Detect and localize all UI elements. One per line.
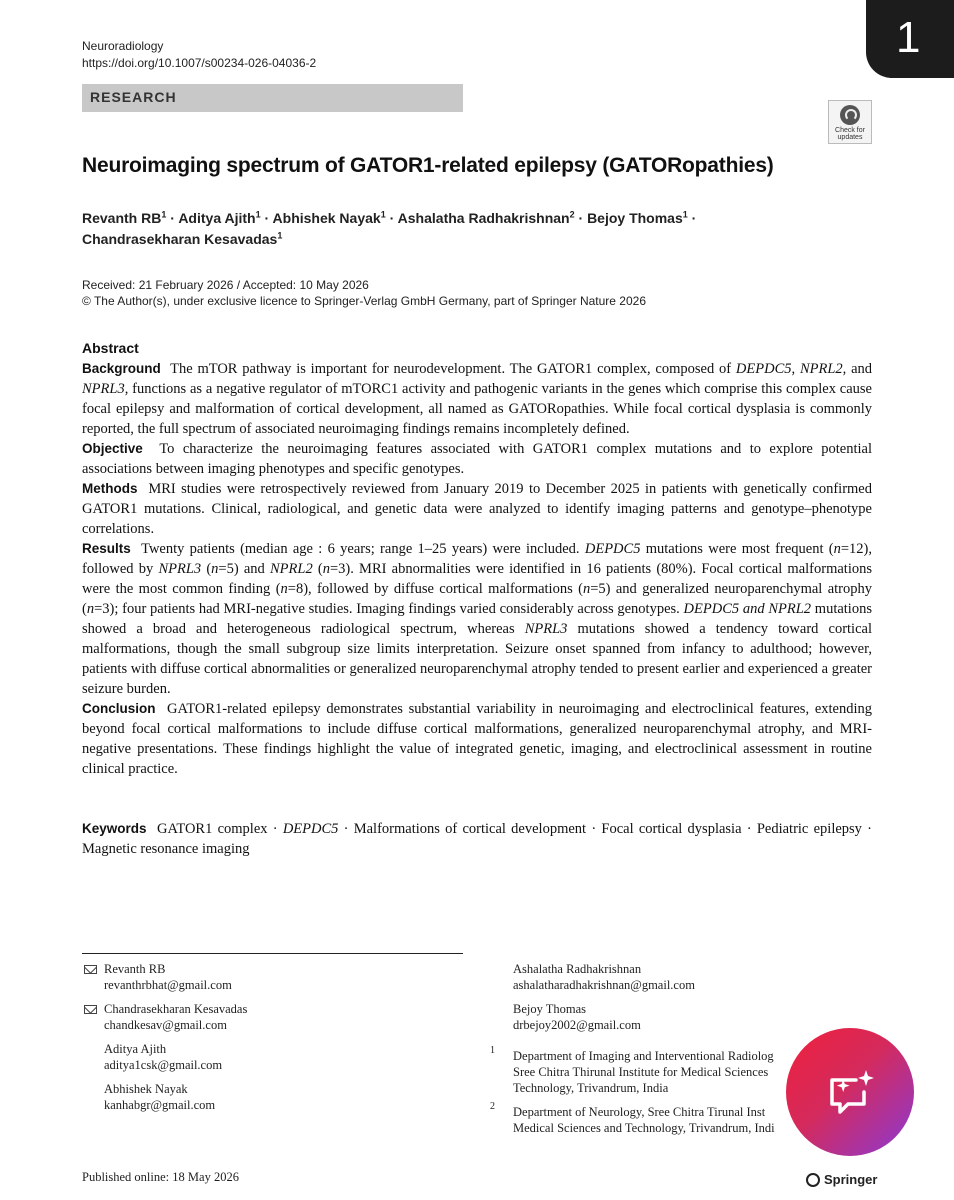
page-number-badge: 1: [866, 0, 954, 78]
abstract-results: Results Twenty patients (median age : 6 years; range 1–25 years) were included. DEPDC5 mutations were most frequent (n=12), followed by NPRL3 (n=5) and NPRL2 (n=3). MRI abnormalities were identified in 16 patients (80%). Focal cortical malformations were the most common finding (n=8), followed by diffuse cortical malformations (n=5) and generalized neuroparenchymal atrophy (n=3); four patients had MRI-negative studies. Imaging findings varied considerably across genotypes. DEPDC5 and NPRL2 mutations showed a broad and heterogeneous radiological spectrum, whereas NPRL3 mutations showed a tendency toward cortical malformations, though the small subgroup size limits interpretation. Seizure onset spanned from infancy to adulthood; however, patients with diffuse cortical abnormalities or generalized neuroparenchymal atrophy tended to present earlier and experienced a greater seizure burden.: [82, 541, 872, 697]
abstract-conclusion: Conclusion GATOR1-related epilepsy demonstrates substantial variability in neuroimaging and electroclinical features, extending beyond focal cortical malformations to include diffuse cortical malformations, generalized neuroparenchymal atrophy, and MRI-negative presentations. These findings highlight the value of integrated genetic, imaging, and electroclinical assessment in routine clinical practice.: [82, 701, 872, 777]
ai-assistant-button[interactable]: [786, 1028, 914, 1156]
contact-name: Abhishek Nayak: [104, 1082, 188, 1096]
author-name[interactable]: Aditya Ajith: [178, 210, 256, 226]
author-separator: ·: [389, 210, 395, 226]
contact-entry: [104, 1081, 215, 1113]
received-accepted-dates: Received: 21 February 2026 / Accepted: 10 May 2026: [82, 278, 369, 292]
author-name[interactable]: Revanth RB: [82, 210, 162, 226]
journal-name: Neuroradiology: [82, 39, 164, 53]
author-separator: ·: [170, 210, 175, 226]
author-name[interactable]: Abhishek Nayak: [272, 210, 381, 226]
footnote-divider: [82, 953, 463, 954]
publisher-name: Springer: [824, 1172, 878, 1187]
check-updates-label: Check for updates: [835, 127, 865, 141]
abstract-methods: Methods MRI studies were retrospectively reviewed from January 2019 to December 2025 in patients with genetically confirmed GATOR1 mutations. Clinical, radiological, and genetic data were analyzed to identify imaging patterns and genotype–phenotype correlations.: [82, 481, 872, 537]
affil-sup: 2: [569, 209, 575, 220]
contact-email[interactable]: ashalatharadhakrishnan@gmail.com: [513, 978, 695, 992]
contact-email[interactable]: chandkesav@gmail.com: [104, 1018, 227, 1032]
conclusion-label: Conclusion: [82, 701, 156, 716]
article-title: Neuroimaging spectrum of GATOR1-related epilepsy (GATORopathies): [82, 154, 774, 177]
contact-name: Aditya Ajith: [104, 1042, 167, 1056]
doi-link[interactable]: https://doi.org/10.1007/s00234-026-04036-2: [82, 56, 317, 70]
abstract-heading: Abstract: [82, 340, 139, 356]
abstract-objective: Objective To characterize the neuroimaging features associated with GATOR1 complex mutations and to explore potential associations between imaging phenotypes and specific genotypes.: [82, 441, 872, 477]
contact-entry: [513, 1001, 641, 1033]
affil-sup: 1: [380, 209, 386, 220]
author-name[interactable]: Ashalatha Radhakrishnan: [397, 210, 570, 226]
contact-entry: [513, 961, 695, 993]
publisher-logo: [806, 1172, 877, 1187]
contact-email[interactable]: drbejoy2002@gmail.com: [513, 1018, 641, 1032]
author-name[interactable]: Bejoy Thomas: [587, 210, 683, 226]
envelope-icon: [84, 1005, 97, 1014]
contact-entry: [104, 1001, 247, 1033]
results-label: Results: [82, 541, 131, 556]
contact-name: Revanth RB: [104, 962, 166, 976]
section-label: RESEARCH: [90, 89, 177, 105]
springer-horse-icon: [806, 1173, 820, 1187]
contact-email[interactable]: aditya1csk@gmail.com: [104, 1058, 223, 1072]
abstract-body: [82, 359, 872, 779]
author-separator: ·: [691, 210, 697, 226]
copyright-notice: © The Author(s), under exclusive licence to Springer-Verlag GmbH Germany, part of Springer Nature 2026: [82, 294, 646, 308]
methods-label: Methods: [82, 481, 138, 496]
keywords-label: Keywords: [82, 821, 147, 836]
objective-label: Objective: [82, 441, 143, 456]
contact-name: Bejoy Thomas: [513, 1002, 587, 1016]
author-separator: ·: [578, 210, 584, 226]
ai-chat-sparkle-icon: [822, 1064, 878, 1120]
affiliation-entry: Department of Neurology, Sree Chitra Tirunal Inst Medical Sciences and Technology, Trivandrum, Indi: [513, 1105, 775, 1135]
contact-email[interactable]: kanhabgr@gmail.com: [104, 1098, 216, 1112]
affiliation-number: 2: [490, 1101, 495, 1112]
contact-email[interactable]: revanthrbhat@gmail.com: [104, 978, 232, 992]
affiliation-entry: Department of Imaging and Interventional Radiolog Sree Chitra Thirunal Institute for Medical Sciences Technology, Trivandrum, India: [513, 1049, 774, 1095]
published-date: Published online: 18 May 2026: [82, 1170, 239, 1184]
author-separator: ·: [264, 210, 270, 226]
envelope-icon: [84, 965, 97, 974]
author-list: [82, 208, 802, 250]
author-name[interactable]: Chandrasekharan Kesavadas: [82, 231, 278, 247]
affil-sup: 1: [255, 209, 261, 220]
contact-name: Chandrasekharan Kesavadas: [104, 1002, 248, 1016]
check-for-updates-button[interactable]: [828, 100, 872, 144]
affil-sup: 1: [682, 209, 688, 220]
contact-entry: [104, 1041, 222, 1073]
background-label: Background: [82, 361, 161, 376]
section-banner: [82, 84, 463, 112]
affil-sup: 1: [277, 230, 283, 241]
contact-entry: [104, 961, 232, 993]
affil-sup: 1: [161, 209, 167, 220]
check-updates-icon: [840, 105, 860, 125]
keywords: Keywords GATOR1 complex · DEPDC5 · Malformations of cortical development · Focal cortical dysplasia · Pediatric epilepsy · Magnetic resonance imaging: [82, 821, 872, 857]
contact-name: Ashalatha Radhakrishnan: [513, 962, 642, 976]
affiliation-number: 1: [490, 1045, 495, 1056]
abstract-background: Background The mTOR pathway is important for neurodevelopment. The GATOR1 complex, composed of DEPDC5, NPRL2, and NPRL3, functions as a negative regulator of mTORC1 activity and pathogenic variants in the genes which comprise this complex cause focal epilepsy and malformation of cortical development, all named as GATORopathies. While focal cortical dysplasia is commonly reported, the full spectrum of associated neuroimaging findings remains incompletely defined.: [82, 361, 873, 437]
